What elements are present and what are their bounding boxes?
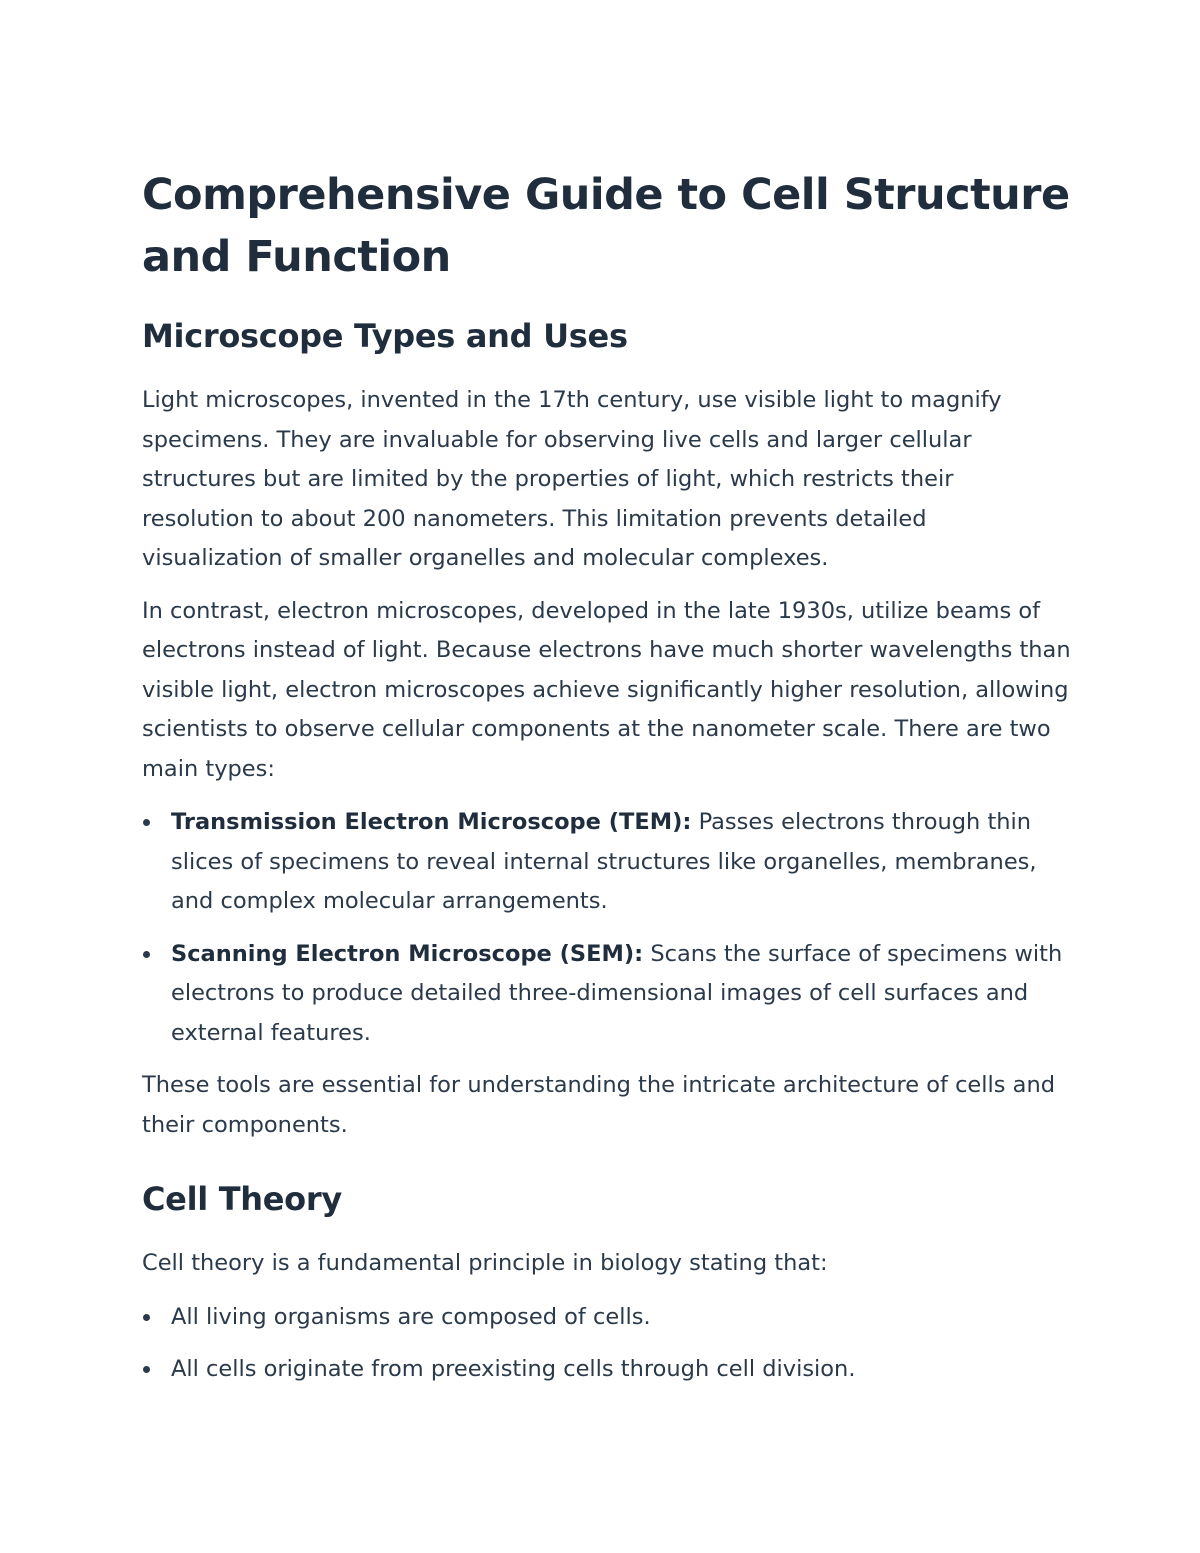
list-item-text: Scans the surface of specimens with electrons to produce detailed three-dimensional images of cell surfaces and external features. bbox=[171, 940, 1063, 1046]
section-heading-cell-theory: Cell Theory bbox=[142, 1180, 342, 1218]
section-heading-microscope-types: Microscope Types and Uses bbox=[142, 317, 628, 355]
paragraph-electron-microscopes: In contrast, electron microscopes, developed in the late 1930s, utilize beams of electrons instead of light. Because electrons have much shorter wavelengths than visible light, electron microscopes achieve significantly higher resolution, allowing scientists to observe cellular components at the nanometer scale. There are two main types: bbox=[142, 597, 1071, 782]
bullet-icon bbox=[143, 951, 150, 958]
document-page bbox=[142, 164, 1072, 1390]
paragraph-light-microscopes: Light microscopes, invented in the 17th century, use visible light to magnify specimens. They are invaluable for observing live cells and larger cellular structures but are limited by the properties of light, which restricts their resolution to about 200 nanometers. This limitation prevents detailed visualization of smaller organelles and molecular complexes. bbox=[142, 387, 1002, 571]
list-item-text: All cells originate from preexisting cells through cell division. bbox=[171, 1356, 856, 1382]
bullet-icon bbox=[143, 1366, 150, 1373]
page-title: Comprehensive Guide to Cell Structure and Function bbox=[142, 170, 1070, 282]
bullet-icon bbox=[143, 819, 150, 826]
list-item bbox=[142, 1350, 1072, 1390]
list-item-term: Scanning Electron Microscope (SEM): bbox=[171, 940, 644, 967]
microscope-types-list bbox=[142, 803, 1072, 1053]
list-item-text: Passes electrons through thin slices of specimens to reveal internal structures like organelles, membranes, and complex molecular arrangements. bbox=[171, 809, 1037, 914]
bullet-icon bbox=[143, 1314, 150, 1321]
paragraph-tools-essential: These tools are essential for understanding the intricate architecture of cells and their components. bbox=[142, 1072, 1055, 1138]
list-item-tem bbox=[142, 803, 1072, 922]
list-item-term: Transmission Electron Microscope (TEM): bbox=[171, 809, 692, 835]
cell-theory-list bbox=[142, 1298, 1072, 1390]
paragraph-cell-theory-intro: Cell theory is a fundamental principle in biology stating that: bbox=[142, 1250, 828, 1276]
list-item bbox=[142, 1298, 1072, 1338]
list-item-text: All living organisms are composed of cells. bbox=[171, 1303, 651, 1330]
list-item-sem bbox=[142, 935, 1072, 1054]
